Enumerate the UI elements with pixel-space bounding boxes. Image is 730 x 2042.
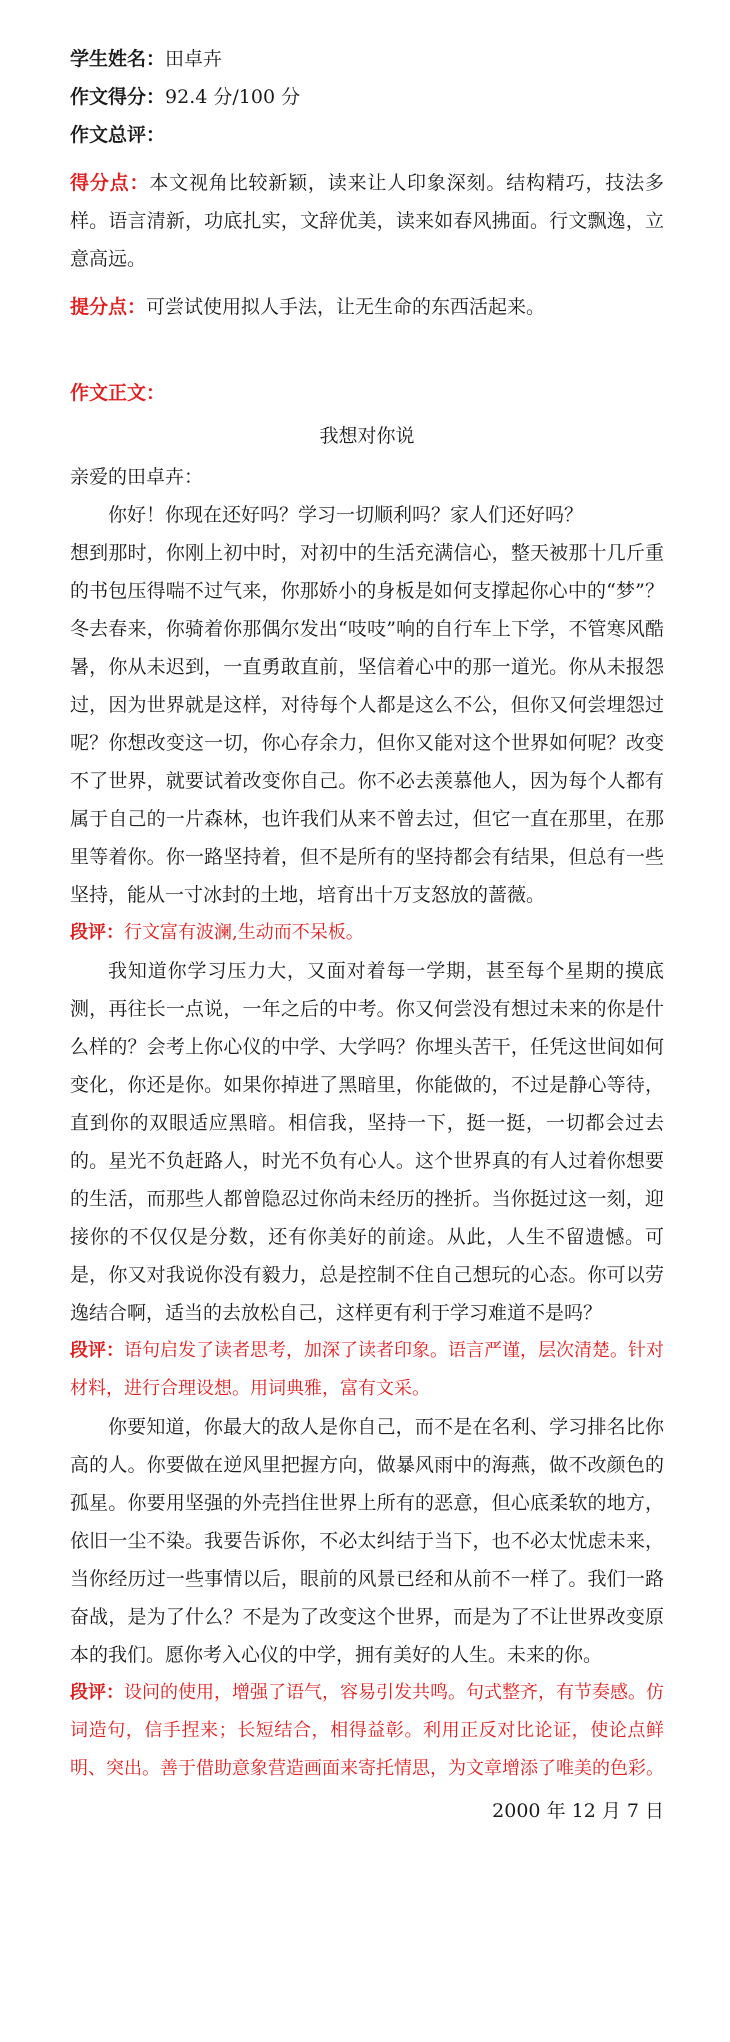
essay-greeting: 亲爱的田卓卉：: [70, 466, 204, 488]
essay-date: 2000 年 12 月 7 日: [492, 1800, 664, 1822]
improve-text: 可尝试使用拟人手法，让无生命的东西活起来。: [146, 296, 546, 318]
overall-label: 作文总评：: [70, 124, 166, 146]
strengths-text: 本文视角比较新颖，读来让人印象深刻。结构精巧，技法多样。语言清新，功底扎实，文辞优美，读来如春风拂面。行文飘逸，立意高远。: [70, 172, 664, 270]
essay-paragraph-1: 想到那时，你刚上初中时，对初中的生活充满信心，整天被那十几斤重的书包压得喘不过气来，你那娇小的身板是如何支撑起你心中的“梦”？冬去春来，你骑着你那偶尔发出“吱吱”响的自行车上下学，不管寒风酷暑，你从未迟到，一直勇敢直前，坚信着心中的那一道光。你从未报怨过，因为世界就是这样，对待每个人都是这么不公，但你又何尝埋怨过呢？你想改变这一切，你心存余力，但你又能对这个世界如何呢？改变不了世界，就要试着改变你自己。你不必去羡慕他人，因为每个人都有属于自己的一片森林，也许我们从来不曾去过，但它一直在那里，在那里等着你。你一路坚持着，但不是所有的坚持都会有结果，但总有一些坚持，能从一寸冰封的土地，培育出十万支怒放的蔷薇。: [70, 542, 664, 906]
paragraph-comment-3-label: 段评：: [70, 1682, 124, 1703]
essay-paragraph-2: 我知道你学习压力大，又面对着每一学期，甚至每个星期的摸底测，再往长一点说，一年之后的中考。你又何尝没有想过未来的你是什么样的？会考上你心仪的中学、大学吗？你埋头苦干，任凭这世间如何变化，你还是你。如果你掉进了黑暗里，你能做的，不过是静心等待，直到你的双眼适应黑暗。相信我，坚持一下，挺一挺，一切都会过去的。星光不负赶路人，时光不负有心人。这个世界真的有人过着你想要的生活，而那些人都曾隐忍过你尚未经历的挫折。当你挺过这一刻，迎接你的不仅仅是分数，还有你美好的前途。从此，人生不留遗憾。可是，你又对我说你没有毅力，总是控制不住自己想玩的心态。你可以劳逸结合啊，适当的去放松自己，这样更有利于学习难道不是吗？: [70, 960, 664, 1324]
essay-title: 我想对你说: [319, 425, 415, 447]
student-name-label: 学生姓名：: [70, 48, 166, 70]
student-name-value: 田卓卉: [165, 48, 223, 70]
strengths-label: 得分点：: [70, 172, 150, 194]
score-row: [70, 78, 664, 116]
overall-row: [70, 116, 664, 154]
strengths-paragraph: [70, 164, 664, 278]
improve-label: 提分点：: [70, 296, 147, 318]
paragraph-comment-3-text: 设问的使用，增强了语气，容易引发共鸣。句式整齐，有节奏感。仿词造句，信手捏来；长短结合，相得益彰。利用正反对比论证，使论点鲜明、突出。善于借助意象营造画面来寄托情思，为文章增添了唯美的色彩。: [70, 1682, 664, 1779]
paragraph-comment-2-label: 段评：: [70, 1340, 124, 1361]
student-name-row: [70, 40, 664, 78]
paragraph-comment-1: [70, 914, 664, 952]
improve-paragraph: [70, 288, 664, 326]
essay-paragraph-1-first: 你好！你现在还好吗？学习一切顺利吗？家人们还好吗？: [108, 504, 584, 526]
score-label: 作文得分：: [70, 86, 166, 108]
paragraph-comment-2-text: 语句启发了读者思考，加深了读者印象。语言严谨，层次清楚。针对材料，进行合理设想。用词典雅，富有文采。: [70, 1340, 664, 1399]
essay-section-row: [70, 374, 664, 412]
paragraph-comment-1-label: 段评：: [70, 922, 124, 943]
essay-section-label: 作文正文：: [70, 382, 166, 404]
paragraph-comment-1-text: 行文富有波澜,生动而不呆板。: [124, 922, 364, 943]
paragraph-comment-3: [70, 1674, 664, 1788]
essay-paragraph-3: 你要知道，你最大的敌人是你自己，而不是在名利、学习排名比你高的人。你要做在逆风里把握方向，做暴风雨中的海燕，做不改颜色的孤星。你要用坚强的外壳挡住世界上所有的恶意，但心底柔软的地方，依旧一尘不染。我要告诉你，不必太纠结于当下，也不必太忧虑未来，当你经历过一些事情以后，眼前的风景已经和从前不一样了。我们一路奋战，是为了什么？不是为了改变这个世界，而是为了不让世界改变原本的我们。愿你考入心仪的中学，拥有美好的人生。未来的你。: [70, 1416, 664, 1666]
paragraph-comment-2: [70, 1332, 664, 1408]
score-value: 92.4 分/100 分: [165, 86, 301, 108]
